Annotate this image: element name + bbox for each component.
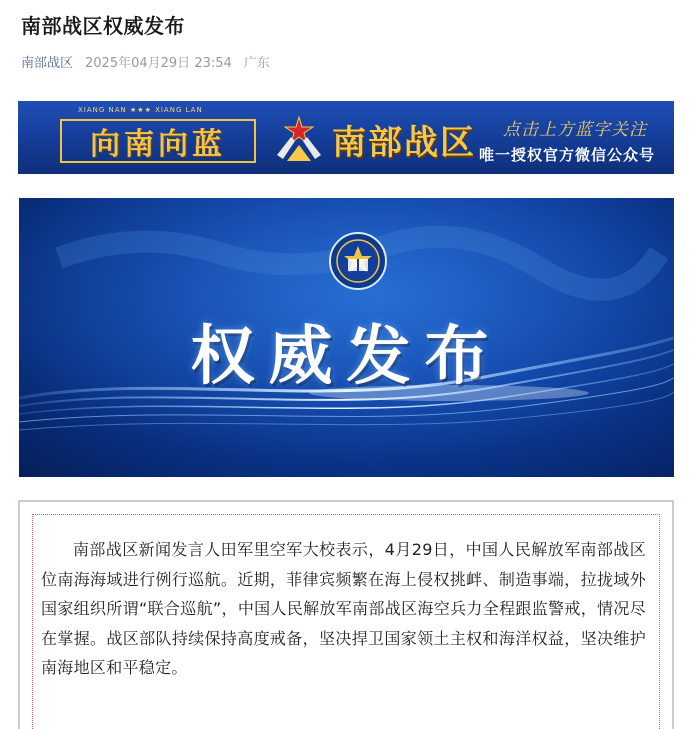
article-paragraph: 南部战区新闻发言人田军里空军大校表示，4月29日，中国人民解放军南部战区位南海海域进行例行巡航。近期，菲律宾频繁在海上侵权挑衅、制造事端，拉拢域外国家组织所谓“联合巡航”，中国人民解放军南部战区海空兵力全程跟监警戒，情况尽在掌握。战区部队持续保持高度戒备，坚决捍卫国家领土主权和海洋权益，坚决维护南海地区和平稳定。 (41, 540, 646, 677)
publish-datetime: 2025年04月29日 23:54 (85, 56, 232, 71)
banner-name: 南部战区 (332, 123, 476, 163)
account-banner[interactable] (18, 101, 674, 174)
article-title: 南部战区权威发布 (21, 14, 185, 38)
emblem-icon (273, 115, 325, 163)
account-link[interactable]: 南部战区 (21, 56, 74, 71)
banner-stars-text: XIANG NAN ★★★ XIANG LAN (78, 106, 203, 114)
banner-cta: 点击上方蓝字关注 (503, 120, 647, 140)
banner-slogan-box (60, 119, 256, 163)
badge-icon (330, 233, 386, 289)
hero-image (19, 198, 674, 477)
article-text-box (18, 500, 674, 729)
article-meta (21, 52, 270, 71)
hero-headline: 权威发布 (190, 319, 503, 394)
banner-subtitle: 唯一授权官方微信公众号 (479, 146, 656, 164)
banner-slogan: 向南向蓝 (90, 127, 226, 162)
publish-location: 广东 (243, 56, 270, 71)
